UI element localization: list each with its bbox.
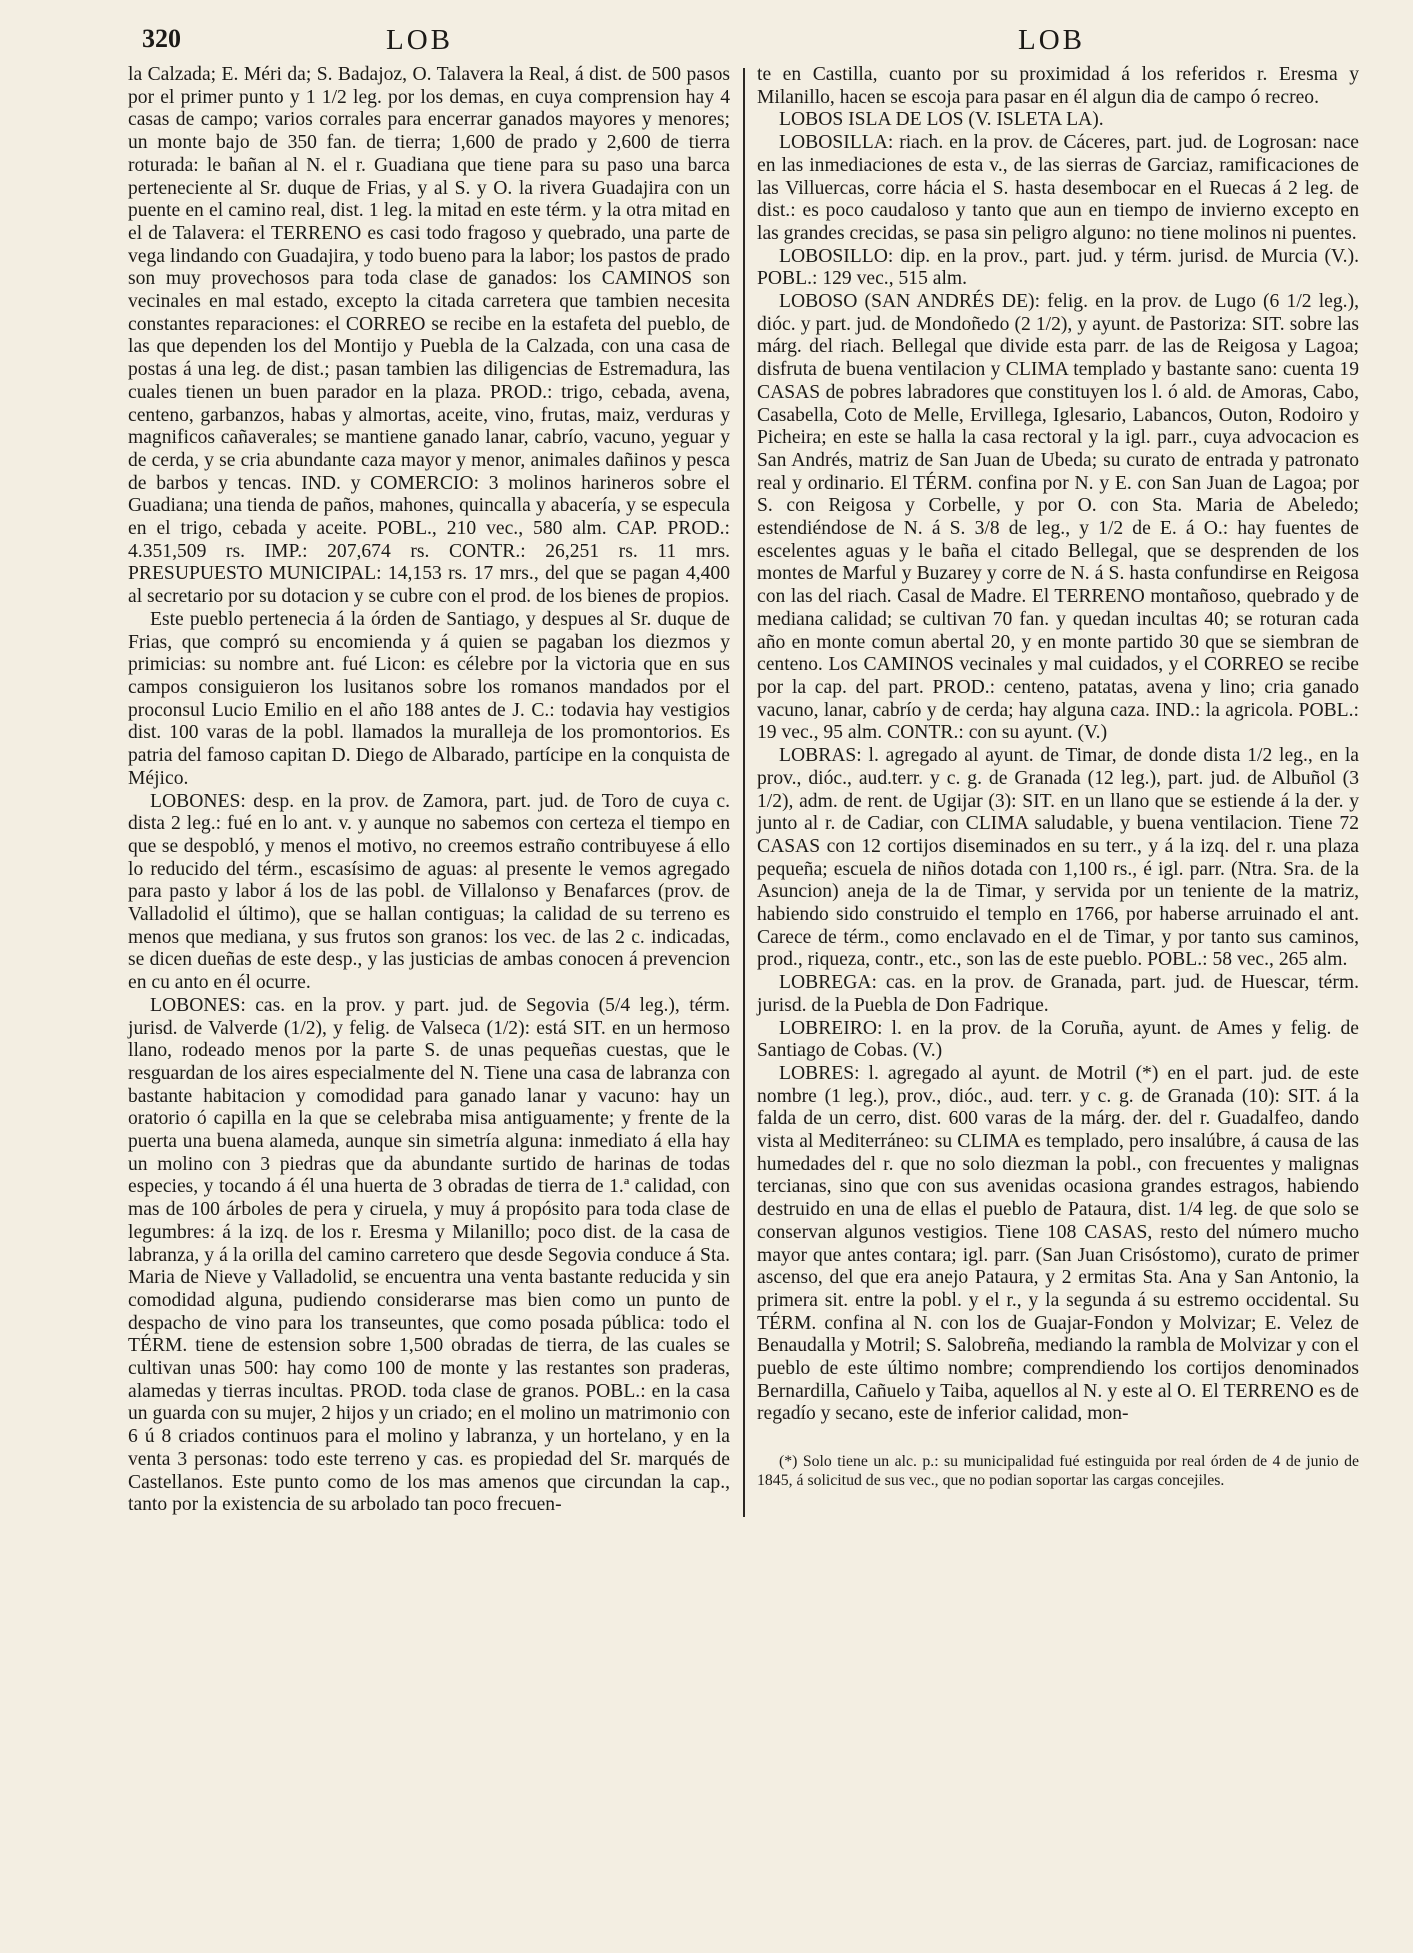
entry-paragraph: LOBONES: desp. en la prov. de Zamora, part. jud. de Toro de cuya c. dista 2 leg.: fué en lo ant. v. y aunque no sabemos con certeza el tiempo en que se despobló, y menos el motivo, no creemos estraño contribuyese á ello lo reducido del térm., escasísimo de aguas: al presente le vemos agregado para pasto y labor á los de las pobl. de Villalonso y Benafarces (prov. de Valladolid el último), que se hallan contiguas; la calidad de su terreno es menos que mediana, y sus frutos son granos: los vec. de las 2 c. indicadas, se dicen dueñas de este desp., y las justicias de ambas conocen á prevencion en cu anto en él ocurre. bbox=[128, 790, 730, 994]
columns bbox=[128, 64, 1359, 1517]
page-header bbox=[128, 18, 1359, 64]
entry-paragraph: LOBOS ISLA DE LOS (V. ISLETA LA). bbox=[779, 109, 1104, 131]
entry-paragraph: te en Castilla, cuanto por su proximidad á los referidos r. Eresma y Milanillo, hacen se escoja para pasar en él algun dia de campo ó recreo. bbox=[757, 64, 1359, 108]
entry-paragraph: LOBREGA: cas. en la prov. de Granada, part. jud. de Huescar, térm. jurisd. de la Puebla de Don Fadrique. bbox=[757, 972, 1359, 1016]
entry-paragraph: LOBRAS: l. agregado al ayunt. de Timar, de donde dista 1/2 leg., en la prov., dióc., aud.terr. y c. g. de Granada (12 leg.), part. jud. de Albuñol (3 1/2), adm. de rent. de Ugijar (3): SIT. en un llano que se estiende á la der. y junto al r. de Cadiar, con CLIMA saludable, y buena ventilacion. Tiene 72 CASAS con 12 cortijos diseminados en su terr., y á la izq. del r. una plaza pequeña; escuela de niños dotada con 1,100 rs., é igl. parr. (Ntra. Sra. de la Asuncion) aneja de la de Timar, y servida por un teniente de la matriz, habiendo sido construido el templo en 1766, por haberse arruinado el ant. Carece de térm., como enclavado en el de Timar, y por tanto sus caminos, prod., riqueza, contr., etc., son las de este pueblo. POBL.: 58 vec., 265 alm. bbox=[757, 745, 1359, 971]
entry-paragraph: LOBRES: l. agregado al ayunt. de Motril (*) en el part. jud. de este nombre (1 leg.), prov., dióc., aud. terr. y c. g. de Granada (10): SIT. á la falda de un cerro, dist. 600 varas de la márg. der. del r. Guadalfeo, dando vista al Mediterráneo: su CLIMA es templado, pero insalúbre, á causa de las humedades del r. que no solo diezman la pobl., con frecuentes y malignas tercianas, sino que con sus avenidas ocasiona grandes estragos, habiendo destruido en una de ellas el pueblo de Pataura, dist. 1/4 leg. de que solo se conservan algunos vestigios. Tiene 108 CASAS, resto del número mucho mayor que antes contara; igl. parr. (San Juan Crisóstomo), curato de primer ascenso, del que era anejo Pataura, y 2 ermitas Sta. Ana y San Antonio, la primera sit. entre la pobl. y el r., y la segunda á su estremo occidental. Su TÉRM. confina al N. con los de Guajar-Fondon y Molvizar; E. Velez de Benaudalla y Motril; S. Salobreña, mediando la rambla de Molvizar y con el pueblo de este último nombre; comprendiendo los cortijos denominados Bernardilla, Cañuelo y Taiba, aquellos al N. y este al O. El TERRENO es de regadío y secano, este de inferior calidad, mon- bbox=[757, 1062, 1359, 1425]
page-number: 320 bbox=[142, 24, 181, 53]
entry-paragraph: Este pueblo pertenecia á la órden de Santiago, y despues al Sr. duque de Frias, que compró su encomienda y á quien se pagaban los diezmos y primicias: su nombre ant. fué Licon: es célebre por la victoria que en sus campos consiguieron los lusitanos sobre los romanos mandados por el proconsul Lucio Emilio en el año 188 antes de J. C.: todavia hay vestigios dist. 100 varas de la pobl. llamados la muralleja de los promontorios. Es patria del famoso capitan D. Diego de Albarado, partícipe en la conquista de Méjico. bbox=[128, 608, 730, 789]
footnote: (*) Solo tiene un alc. p.: su municipalidad fué estinguida por real órden de 4 de junio de 1845, á solicitud de sus vec., que no podian soportar las cargas concejiles. bbox=[757, 1453, 1359, 1490]
running-head-left: LOB bbox=[386, 24, 453, 56]
column-divider bbox=[743, 68, 745, 1517]
running-head-right: LOB bbox=[1018, 24, 1085, 56]
right-column bbox=[757, 64, 1359, 1517]
entry-paragraph: LOBONES: cas. en la prov. y part. jud. de Segovia (5/4 leg.), térm. jurisd. de Valverde (1/2), y felig. de Valseca (1/2): está SIT. en un hermoso llano, rodeado menos por la parte S. de unas pequeñas cuestas, que le resguardan de los aires especialmente del N. Tiene una casa de labranza con bastante habitacion y comodidad para ganado lanar y vacuno: hay un oratorio ó capilla en la que se celebraba misa antiguamente; y frente de la puerta una buena alameda, aunque sin simetría alguna: inmediato á ella hay un molino con 3 piedras que da abundante surtido de harinas de todas especies, y tocando á él una huerta de 3 obradas de tierra de 1.ª calidad, con mas de 100 árboles de pera y ciruela, y muy á propósito para toda clase de legumbres: á la izq. de los r. Eresma y Milanillo; poco dist. de la casa de labranza, y á la orilla del camino carretero que desde Segovia conduce á Sta. Maria de Nieve y Valladolid, se encuentra una venta bastante reducida y sin comodidad alguna, pudiendo considerarse mas bien como un punto de despacho de vino para los transeuntes, que como posada pública: todo el TÉRM. tiene de estension sobre 1,500 obradas de tierra, de las cuales se cultivan unas 500: hay como 100 de monte y las restantes son praderas, alamedas y tierras incultas. PROD. toda clase de granos. POBL.: en la casa un guarda con su mujer, 2 hijos y un criado; en el molino un matrimonio con 6 ú 8 criados continuos para el molino y labranza, y un hortelano, y en la venta 3 personas: todo este terreno y cas. es propiedad del Sr. marqués de Castellanos. Este punto como de los mas amenos que circundan la cap., tanto por la existencia de su arbolado tan poco frecuen- bbox=[128, 994, 730, 1516]
entry-paragraph: LOBREIRO: l. en la prov. de la Coruña, ayunt. de Ames y felig. de Santiago de Cobas. (V.) bbox=[757, 1017, 1359, 1062]
entry-paragraph: LOBOSILLA: riach. en la prov. de Cáceres, part. jud. de Logrosan: nace en las inmediaciones de esta v., de las sierras de Garciaz, ramificaciones de las Villuercas, corre hácia el S. hasta desembocar en el Ruecas á 2 leg. de dist.: es poco caudaloso y tanto que aun en tiempo de invierno excepto en las grandes crecidas, se pasa sin peligro alguno: no tiene molinos ni puentes. bbox=[757, 132, 1359, 244]
entry-paragraph: la Calzada; E. Méri da; S. Badajoz, O. Talavera la Real, á dist. de 500 pasos por el primer punto y 1 1/2 leg. por los demas, en cuya comprension hay 4 casas de campo; varios corrales para encerrar ganados mayores y menores; un monte bajo de 350 fan. de tierra; 1,600 de prado y 2,600 de tierra roturada: le bañan al N. el r. Guadiana que tiene para su paso una barca perteneciente al Sr. duque de Frias, y al S. y O. la rivera Guadajira con un puente en el camino real, dist. 1 leg. la mitad en este térm. y la otra mitad en el de Talavera: el TERRENO es casi todo fragoso y quebrado, una parte de vega lindando con Guadajira, y todo bueno para la labor; los pastos de prado son muy provechosos para toda clase de ganados: los CAMINOS son vecinales en mal estado, excepto la citada carretera que tambien necesita constantes reparaciones: el CORREO se recibe en la estafeta del pueblo, de las que dependen los del Montijo y Puebla de la Calzada, con una casa de postas á una leg. de dist.; pasan tambien las diligencias de Estremadura, las cuales tienen un buen parador en la plaza. PROD.: trigo, cebada, avena, centeno, garbanzos, habas y almortas, aceite, vino, frutas, maiz, verduras y magnificos cañaverales; se mantiene ganado lanar, cabrío, vacuno, yeguar y de cerda, y se cria abundante caza mayor y menor, animales dañinos y pesca de barbos y tencas. IND. y COMERCIO: 3 molinos harineros sobre el Guadiana; una tienda de paños, mahones, quincalla y abacería, y se especula en el trigo, cebada y aceite. POBL., 210 vec., 580 alm. CAP. PROD.: 4.351,509 rs. IMP.: 207,674 rs. CONTR.: 26,251 rs. 11 mrs. PRESUPUESTO MUNICIPAL: 14,153 rs. 17 mrs., del que se pagan 4,400 al secretario por su dotacion y se cubre con el prod. de los bienes de propios. bbox=[128, 64, 730, 608]
left-column bbox=[128, 64, 730, 1517]
entry-paragraph: LOBOSILLO: dip. en la prov., part. jud. y térm. jurisd. de Murcia (V.). POBL.: 129 vec., 515 alm. bbox=[757, 245, 1359, 290]
entry-paragraph: LOBOSO (SAN ANDRÉS DE): felig. en la prov. de Lugo (6 1/2 leg.), dióc. y part. jud. de Mondoñedo (2 1/2), y ayunt. de Pastoriza: SIT. sobre las márg. del riach. Bellegal que divide esta parr. de las de Reigosa y Lagoa; disfruta de buena ventilacion y CLIMA templado y bastante sano: cuenta 19 CASAS de pobres labradores que constituyen los l. ó ald. de Amoras, Cabo, Casabella, Coto de Melle, Ervillega, Iglesario, Labancos, Outon, Rodoiro y Picheira; en este se halla la casa rectoral y la igl. parr., cuya advocacion es San Andrés, matriz de San Juan de Ubeda; su curato de entrada y patronato real y ordinario. El TÉRM. confina por N. y E. con San Juan de Lagoa; por S. con Reigosa y Corbelle, y por O. con Sta. Maria de Abeledo; estendiéndose de N. á S. 3/8 de leg., y 1/2 de E. á O.: hay fuentes de escelentes aguas y le baña el citado Bellegal, que se desprenden de los montes de Marful y Buzarey y corre de N. á S. hasta confundirse en Reigosa con las del riach. Casal de Madre. El TERRENO montañoso, quebrado y de mediana calidad; se cultivan 70 fan. y quedan incultas 40; se roturan cada año en monte comun abertal 20, y en monte partido 30 que se siembran de centeno. Los CAMINOS vecinales y mal cuidados, y el CORREO se recibe por la cap. del part. PROD.: centeno, patatas, avena y lino; cria ganado vacuno, lanar, cabrío y de cerda; hay alguna caza. IND.: la agricola. POBL.: 19 vec., 95 alm. CONTR.: con su ayunt. (V.) bbox=[757, 291, 1359, 744]
